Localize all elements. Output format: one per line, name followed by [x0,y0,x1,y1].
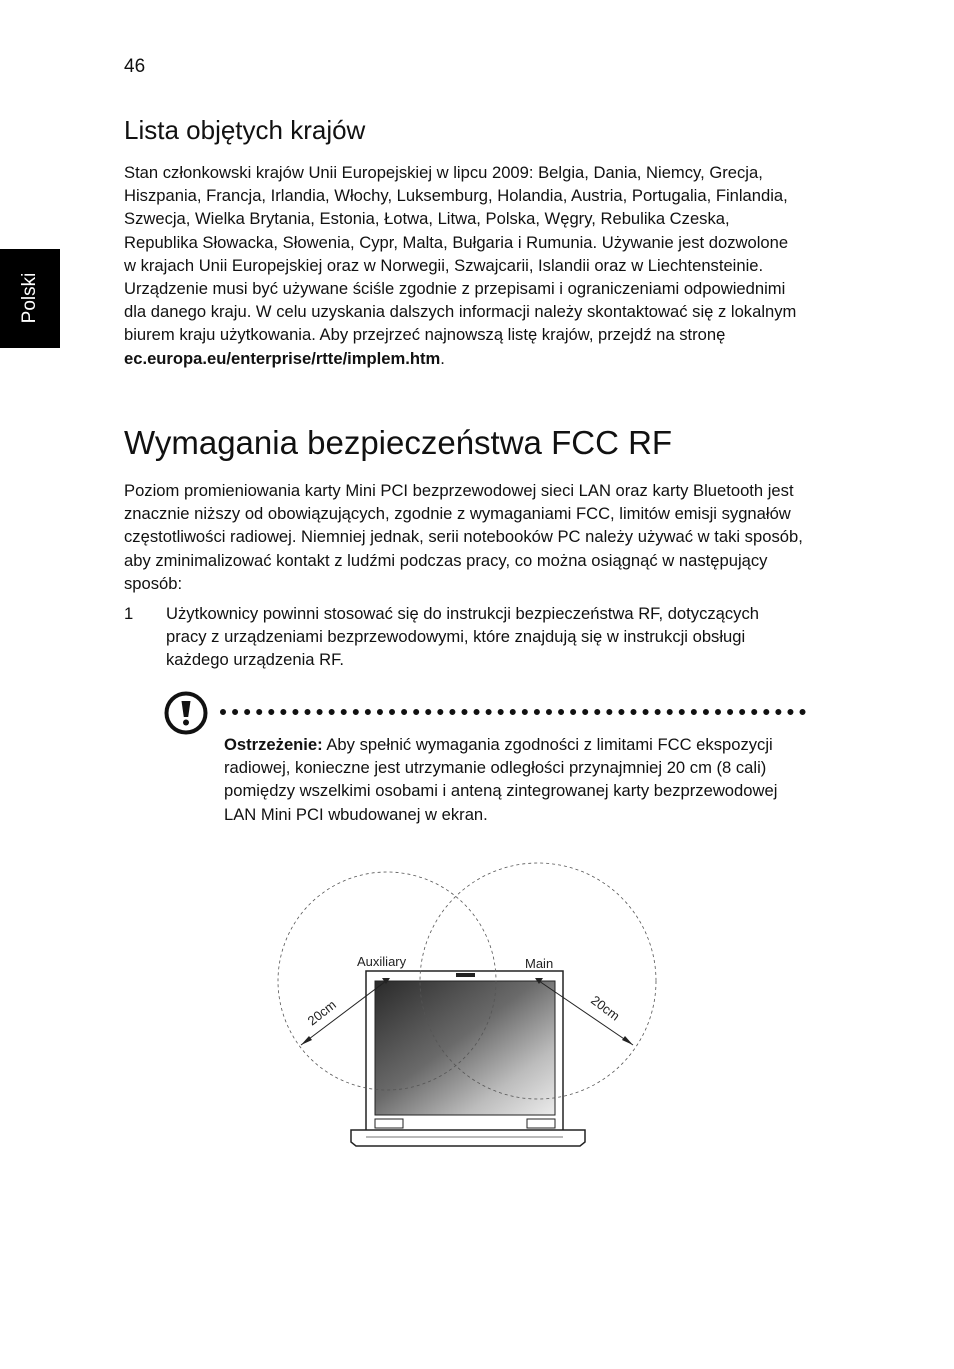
exclamation-circle-icon [163,690,209,736]
section-heading-countries: Lista objętych krajów [124,115,366,145]
main-label: Main [525,956,554,971]
language-tab-label: Polski [19,272,40,324]
list-item-text: Użytkownicy powinni stosować się do instrukcji bezpieczeństwa RF, dotyczących pracy z urządzeniami bezprzewodowymi, które znajdują się w instrukcji obsługi każdego urządzenia RF. [166,604,760,670]
right-distance-label: 20cm [588,992,623,1024]
countries-text: Stan członkowski krajów Unii Europejskiej w lipcu 2009: Belgia, Dania, Niemcy, Grecja, Hiszpania, Francja, Irlandia, Włochy, Luksemburg, Holandia, Austria, Portugalia, Finlandia, Szwecja, Wielka Brytania, Estonia, Łotwa, Litwa, Polska, Węgry, Rebulika Czeska, Republika Słowacka, Słowenia, Cypr, Malta, Bułgaria i Rumunia. Używanie jest dozwolone w krajach Unii Europejskiej oraz w Norwegii, Szwajcarii, Islandii oraz w Liechtensteinie. Urządzenie musi być używane ściśle zgodnie z przepisami i ograniczeniami odpowiednimi dla danego kraju. W celu uzyskania dalszych informacji należy skontaktować się z lokalnym biurem kraju użytkowania. Aby przejrzeć najnowszą listę krajów, przejdź na stronę [124,163,797,345]
auxiliary-label: Auxiliary [357,954,407,969]
warning-divider [220,709,806,715]
link-suffix: . [440,348,445,368]
fcc-paragraph: Poziom promieniowania karty Mini PCI bezprzewodowej sieci LAN oraz karty Bluetooth jest znacznie niższy od obowiązujących, zgodnie z wymaganiami FCC, limitów emisji sygnałów częstotliwości radiowej. Niemniej jednak, serii notebooków PC należy używać w taki sposób, aby zminimalizować kontakt z ludźmi podczas pracy, co można osiągnąć w następujący sposób: [124,481,803,593]
warning-text [224,733,784,826]
warning-body: Aby spełnić wymagania zgodności z limitami FCC ekspozycji radiowej, konieczne jest utrzymanie odległości przynajmniej 20 cm (8 cali) pomiędzy wszelkimi osobami i anteną zintegrowanej karty bezprzewodowej LAN Mini PCI wbudowanej w ekran. [224,735,778,824]
laptop-illustration [351,971,585,1146]
countries-paragraph [124,161,804,370]
left-distance-label: 20cm [304,996,339,1029]
language-tab [0,249,60,348]
eu-link[interactable]: ec.europa.eu/enterprise/rtte/implem.htm [124,348,441,368]
page-number: 46 [124,56,146,77]
section-heading-fcc: Wymagania bezpieczeństwa FCC RF [124,424,673,461]
antenna-distance-diagram [270,850,670,1155]
warning-label: Ostrzeżenie: [224,735,323,754]
list-item-number: 1 [124,604,134,623]
